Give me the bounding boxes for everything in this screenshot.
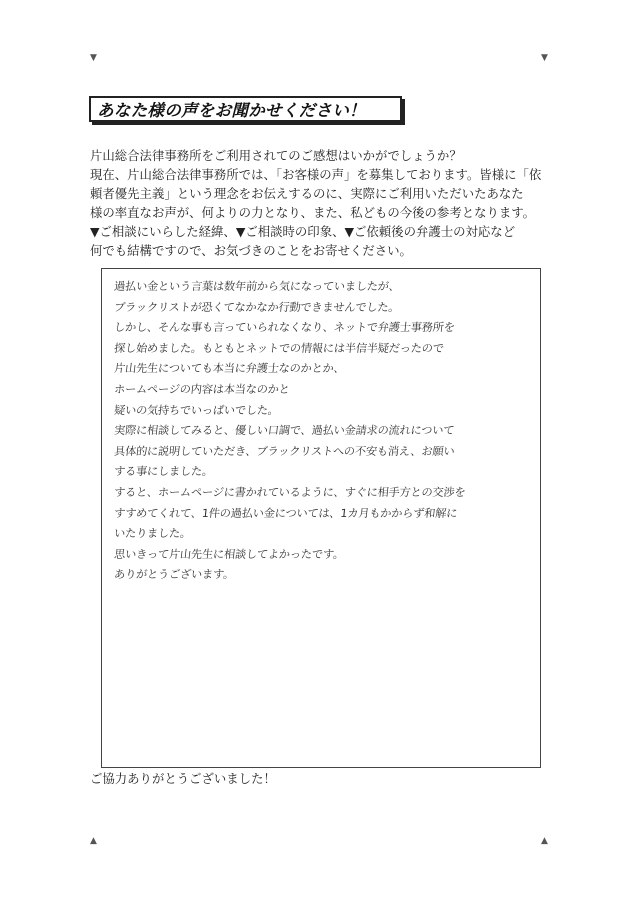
closing-message: ご協力ありがとうございました！ xyxy=(90,771,276,786)
letter-line: 思いきって片山先生に相談してよかったです。 xyxy=(113,547,345,561)
corner-mark-bottom-left: ▲ xyxy=(90,836,97,846)
letter-line: する事にしました。 xyxy=(113,465,214,479)
letter-line: いたりました。 xyxy=(113,527,192,541)
form-title-box xyxy=(89,96,402,122)
letter-line: しかし、そんな事も言っていられなくなり、ネットで弁護士事務所を xyxy=(113,321,456,335)
intro-line: 片山総合法律事務所をご利用されてのご感想はいかがでしょうか？ xyxy=(90,148,462,163)
form-title: あなた様の声をお聞かせください！ xyxy=(97,101,366,120)
intro-line: ▼ご相談にいらした経緯、▼ご相談時の印象、▼ご依頼後の弁護士の対応など xyxy=(90,224,516,239)
corner-mark-top-left: ▼ xyxy=(90,53,97,63)
intro-line: 現在、片山総合法律事務所では、「お客様の声」を募集しております。皆様に「依 xyxy=(90,167,542,182)
corner-mark-top-right: ▼ xyxy=(541,53,548,63)
intro-text xyxy=(90,146,560,260)
letter-line: 探し始めました。もともとネットでの情報には半信半疑だったので xyxy=(113,341,445,355)
handwritten-letter-box xyxy=(101,268,541,768)
letter-line: 片山先生についても本当に弁護士なのかとか、 xyxy=(113,362,346,376)
letter-line: 具体的に説明していただき、ブラックリストへの不安も消え、お願い xyxy=(113,444,456,458)
letter-line: 実際に相談してみると、優しい口調で、過払い金請求の流れについて xyxy=(113,424,455,438)
letter-line: ブラックリストが恐くてなかなか行動できませんでした。 xyxy=(113,300,401,314)
letter-line: ホームページの内容は本当なのかと xyxy=(113,382,291,396)
letter-line: ありがとうございます。 xyxy=(113,568,235,582)
letter-line: すすめてくれて、1件の過払い金については、1カ月もかからず和解に xyxy=(113,506,458,520)
letter-line: 過払い金という言葉は数年前から気になっていましたが、 xyxy=(113,280,401,293)
handwritten-letter xyxy=(114,277,534,586)
intro-line: 様の率直なお声が、何よりの力となり、また、私どもの今後の参考となります。 xyxy=(90,205,536,220)
letter-line: 疑いの気持ちでいっぱいでした。 xyxy=(113,403,280,417)
intro-line: 何でも結構ですので、お気づきのことをお寄せください。 xyxy=(90,243,412,258)
intro-line: 頼者優先主義」という理念をお伝えするのに、実際にご利用いただいたあなた xyxy=(90,186,524,201)
corner-mark-bottom-right: ▲ xyxy=(541,836,548,846)
letter-line: すると、ホームページに書かれているように、すぐに相手方との交渉を xyxy=(113,485,467,499)
